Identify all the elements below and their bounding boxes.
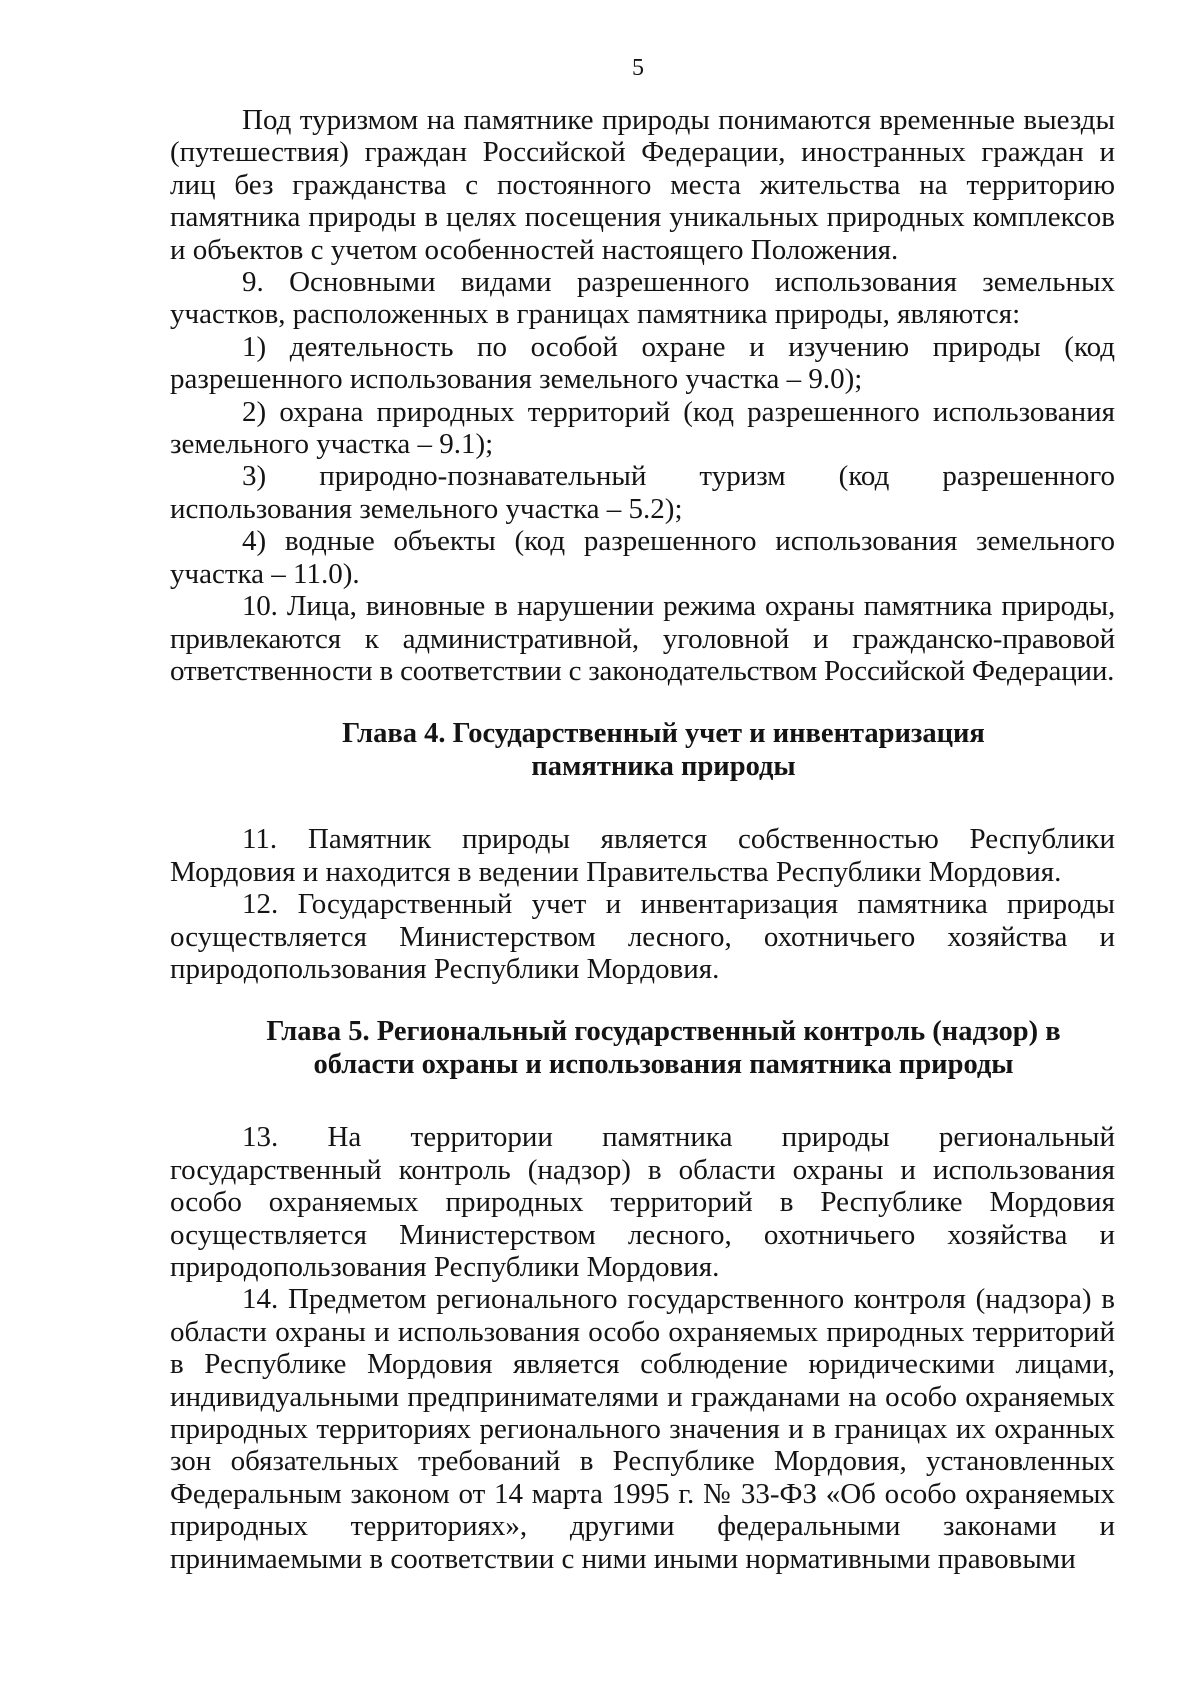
- paragraph-10: 10. Лица, виновные в нарушении режима охраны памятника природы, привлекаются к административной, уголовной и гражданско-правовой ответственности в соответствии с законодательством Российской Федерации.: [170, 590, 1115, 687]
- paragraph-tourism-definition: Под туризмом на памятнике природы понимаются временные выезды (путешествия) граждан Российской Федерации, иностранных граждан и лиц без гражданства с постоянного места жительства на территорию памятника природы в целях посещения уникальных природных комплексов и объектов с учетом особенностей настоящего Положения.: [170, 104, 1115, 266]
- chapter-4-heading-line-2: памятника природы: [531, 751, 796, 783]
- chapter-5-heading: [170, 1015, 1115, 1081]
- page-number: 5: [632, 55, 644, 81]
- paragraph-11: 11. Памятник природы является собственностью Республики Мордовия и находится в ведении Правительства Республики Мордовия.: [170, 823, 1115, 888]
- list-item-9-2: 2) охрана природных территорий (код разрешенного использования земельного участка – 9.1);: [170, 395, 1115, 461]
- paragraph-14: 14. Предметом регионального государственного контроля (надзора) в области охраны и использования особо охраняемых природных территорий в Республике Мордовия является соблюдение юридическими лицами, индивидуальными предпринимателями и гражданами на особо охраняемых природных территориях регионального значения и в границах их охранных зон обязательных требований в Республике Мордовия, установленных Федеральным законом от 14 марта 1995 г. № 33-ФЗ «Об особо охраняемых природных территориях», другими федеральными законами и принимаемыми в соответствии с ними иными нормативными правовыми: [170, 1283, 1115, 1575]
- chapter-5-heading-line-1: Глава 5. Региональный государственный контроль (надзор) в: [266, 1016, 1061, 1048]
- chapter-4-heading-line-1: Глава 4. Государственный учет и инвентаризация: [342, 718, 985, 750]
- list-item-9-1: 1) деятельность по особой охране и изучению природы (код разрешенного использования земельного участка – 9.0);: [170, 330, 1115, 396]
- paragraph-12: 12. Государственный учет и инвентаризация памятника природы осуществляется Министерством лесного, охотничьего хозяйства и природопользования Республики Мордовия.: [170, 888, 1115, 985]
- list-item-9-4: 4) водные объекты (код разрешенного использования земельного участка – 11.0).: [170, 525, 1115, 590]
- paragraph-9: 9. Основными видами разрешенного использования земельных участков, расположенных в границах памятника природы, являются:: [170, 266, 1115, 331]
- paragraph-13: 13. На территории памятника природы региональный государственный контроль (надзор) в области охраны и использования особо охраняемых природных территорий в Республике Мордовия осуществляется Министерством лесного, охотничьего хозяйства и природопользования Республики Мордовия.: [170, 1121, 1115, 1283]
- chapter-5-heading-line-2: области охраны и использования памятника природы: [313, 1049, 1014, 1081]
- list-item-9-3: 3) природно-познавательный туризм (код разрешенного использования земельного участка – 5.2);: [170, 460, 1115, 525]
- document-body: [170, 104, 1115, 1575]
- chapter-4-heading: [170, 717, 1115, 783]
